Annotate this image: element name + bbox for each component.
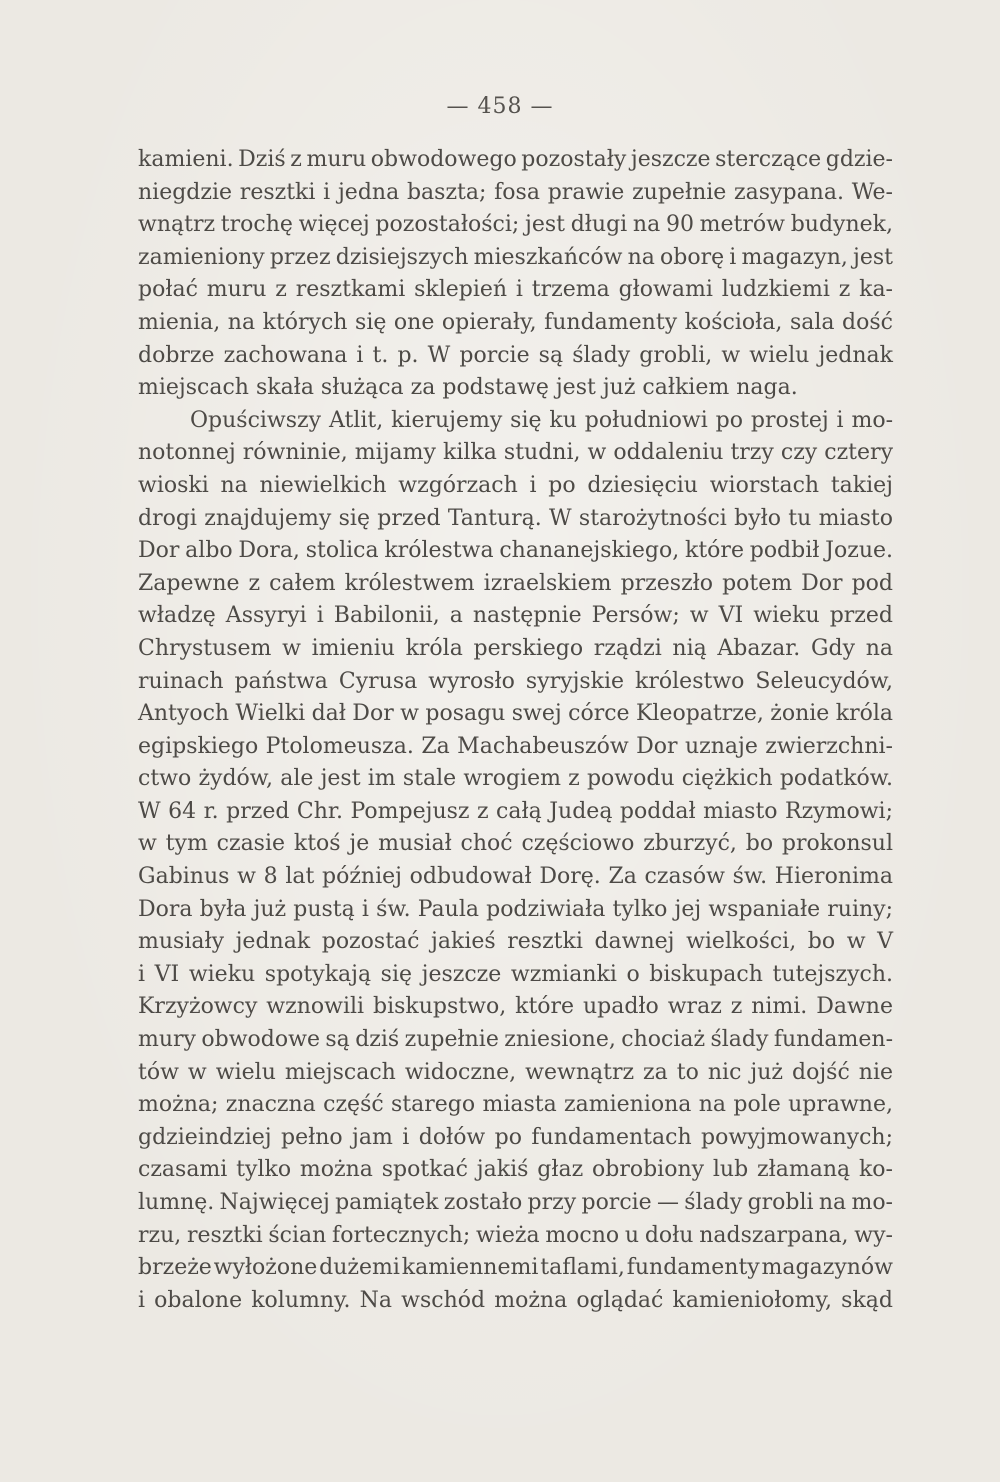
text-line: rzu, resztki ścian fortecznych; wieża mocno u dołu nadszarpana, wy-: [138, 1222, 893, 1248]
text-line: wnątrz trochę więcej pozostałości; jest długi na 90 metrów budynek,: [138, 212, 893, 238]
text-line: Dor albo Dora, stolica królestwa chananejskiego, które podbił Jozue.: [138, 538, 893, 564]
text-line: niegdzie resztki i jedna baszta; fosa prawie zupełnie zasypana. We-: [138, 179, 893, 205]
text-line: mienia, na których się one opierały, fundamenty kościoła, sala dość: [138, 309, 893, 335]
page-number: — 458 —: [446, 94, 554, 119]
text-line: egipskiego Ptolomeusza. Za Machabeuszów Dor uznaje zwierzchni-: [138, 733, 893, 759]
text-line: dobrze zachowana i t. p. W porcie są ślady grobli, w wielu jednak: [138, 342, 893, 368]
text-line: zamieniony przez dzisiejszych mieszkańców na oborę i magazyn, jest: [138, 244, 893, 270]
text-line: połać muru z resztkami sklepień i trzema głowami ludzkiemi z ka-: [138, 277, 893, 303]
text-line: czasami tylko można spotkać jakiś głaz obrobiony lub złamaną ko-: [138, 1157, 893, 1183]
text-line: Antyoch Wielki dał Dor w posagu swej córce Kleopatrze, żonie króla: [138, 701, 893, 727]
text-line: wioski na niewielkich wzgórzach i po dziesięciu wiorstach takiej: [138, 472, 893, 498]
text-line: mury obwodowe są dziś zupełnie zniesione, chociaż ślady fundamen-: [138, 1027, 893, 1053]
text-line: miejscach skała służąca za podstawę jest już całkiem naga.: [138, 375, 798, 401]
text-line: ruinach państwa Cyrusa wyrosło syryjskie królestwo Seleucydów,: [138, 668, 893, 694]
paragraph-2: [138, 405, 893, 1318]
text-line: Dora była już pustą i św. Paula podziwiała tylko jej wspaniałe ruiny;: [138, 896, 893, 922]
text-line: kamieni. Dziś z muru obwodowego pozostały jeszcze sterczące gdzie-: [138, 147, 893, 172]
text-line: ctwo żydów, ale jest im stale wrogiem z powodu ciężkich podatków.: [138, 766, 893, 792]
text-line: i VI wieku spotykają się jeszcze wzmianki o biskupach tutejszych.: [138, 961, 893, 987]
text-line: Gabinus w 8 lat później odbudował Dorę. Za czasów św. Hieronima: [138, 864, 893, 890]
text-line: lumnę. Najwięcej pamiątek zostało przy porcie — ślady grobli na mo-: [138, 1190, 893, 1215]
text-line: drogi znajdujemy się przed Tanturą. W starożytności było tu miasto: [138, 505, 893, 531]
text-line: Opuściwszy Atlit, kierujemy się ku południowi po prostej i mo-: [190, 407, 893, 433]
body-text: [138, 144, 893, 1317]
text-line: można; znaczna część starego miasta zamieniona na pole uprawne,: [138, 1092, 893, 1118]
text-line: Krzyżowcy wznowili biskupstwo, które upadło wraz z nimi. Dawne: [138, 994, 893, 1020]
text-line: w tym czasie ktoś je musiał choć częściowo zburzyć, bo prokonsul: [138, 831, 893, 857]
text-line: Zapewne z całem królestwem izraelskiem przeszło potem Dor pod: [138, 570, 893, 596]
text-line: notonnej równinie, mijamy kilka studni, w oddaleniu trzy czy cztery: [138, 440, 893, 466]
text-line: gdzieindziej pełno jam i dołów po fundamentach powyjmowanych;: [138, 1124, 893, 1150]
text-line: brzeże wyłożone dużemi kamiennemi taflami, fundamenty magazynów: [138, 1255, 893, 1281]
text-line: władzę Assyryi i Babilonii, a następnie Persów; w VI wieku przed: [138, 603, 893, 629]
text-line: tów w wielu miejscach widoczne, wewnątrz za to nic już dojść nie: [138, 1059, 893, 1085]
text-line: W 64 r. przed Chr. Pompejusz z całą Judeą poddał miasto Rzymowi;: [138, 798, 893, 824]
paragraph-1: [138, 144, 893, 405]
text-line: musiały jednak pozostać jakieś resztki dawnej wielkości, bo w V: [138, 929, 893, 955]
text-line: i obalone kolumny. Na wschód można oglądać kamieniołomy, skąd: [138, 1287, 893, 1313]
text-line: Chrystusem w imieniu króla perskiego rządzi nią Abazar. Gdy na: [138, 635, 893, 661]
